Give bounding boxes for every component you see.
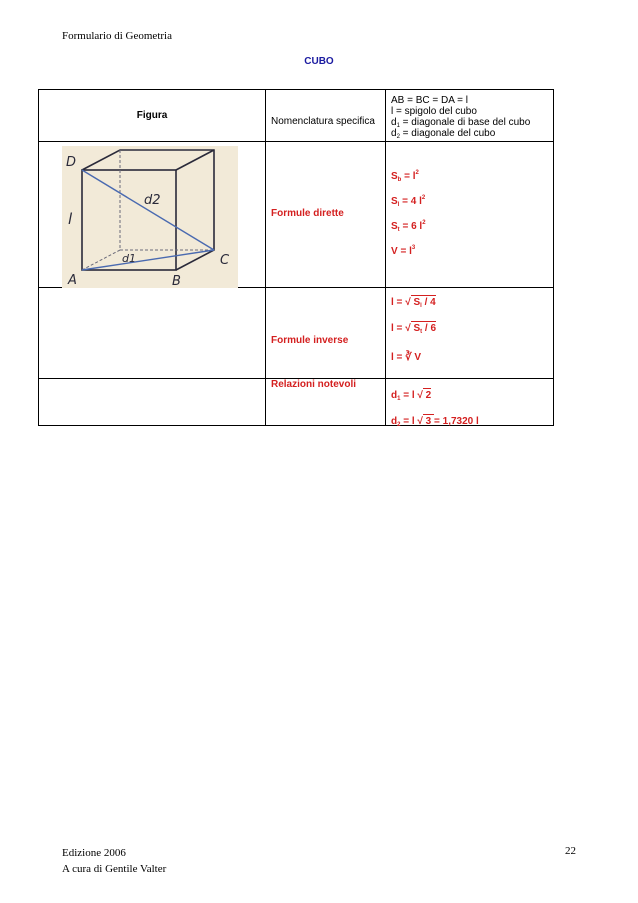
nomenclature-line-3: $d_1$ = diagonale di base del cubo [391, 117, 531, 129]
formula-inversa-2: l = √ $S_t / 6$ [391, 323, 437, 335]
formula-area-base: $S_b = l^2$ [391, 170, 419, 183]
formula-diagonale-cubo: $d_2 = l$ √ 3 = 1,7320 l [391, 416, 479, 428]
formula-diagonale-base: $d_1 = l$ √ 2 [391, 390, 432, 402]
page-number: 22 [565, 845, 576, 857]
label-relazioni-notevoli: Relazioni notevoli [271, 379, 357, 390]
nomenclature-line-1: AB = BC = DA = l [391, 95, 468, 106]
label-diagonal-d1: d1 [122, 252, 136, 265]
page-title: CUBO [304, 56, 334, 67]
footer-author: A cura di Gentile Valter [62, 863, 167, 875]
label-edge-l: l [68, 210, 73, 228]
formula-volume: $V = l^3$ [391, 245, 416, 257]
label-vertex-a: A [68, 273, 77, 288]
label-formule-dirette: Formule dirette [271, 208, 344, 219]
column-header-nomenclatura: Nomenclatura specifica [271, 116, 375, 127]
formula-area-totale: $S_t = 6$ $l^2$ [391, 220, 426, 233]
formula-inversa-3: l = ∛ V [391, 352, 422, 363]
cube-figure [62, 146, 238, 288]
label-diagonal-d2: d2 [144, 193, 161, 208]
label-vertex-c: C [220, 253, 230, 268]
column-header-figura: Figura [136, 110, 168, 121]
nomenclature-line-2: l = spigolo del cubo [391, 106, 477, 117]
label-vertex-b: B [172, 274, 181, 288]
label-vertex-d: D [66, 155, 77, 170]
label-formule-inverse: Formule inverse [271, 335, 349, 346]
document-header: Formulario di Geometria [62, 30, 172, 42]
formula-area-laterale: $S_l = 4$ $l^2$ [391, 195, 426, 208]
footer-edition: Edizione 2006 [62, 847, 126, 859]
nomenclature-line-4: $d_2$ = diagonale del cubo [391, 128, 496, 140]
formula-inversa-1: l = √ $S_l / 4$ [391, 297, 436, 309]
footer-left [62, 845, 166, 877]
